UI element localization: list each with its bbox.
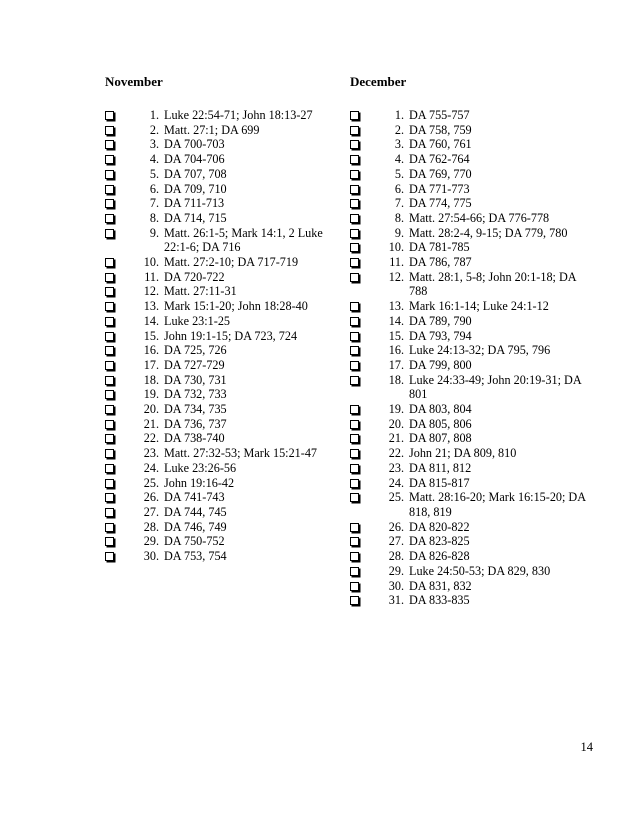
reading-item [105,182,345,197]
item-number: 15. [143,328,159,343]
checkbox[interactable] [350,302,359,311]
reading-item [350,549,590,564]
checkbox[interactable] [350,170,359,179]
reading-item [350,534,590,549]
reading-item [105,431,345,446]
item-number: 8. [149,210,159,225]
reading-text: Luke 23:26-56 [164,460,237,475]
checkbox[interactable] [105,332,114,341]
reading-text: DA 805, 806 [409,416,472,431]
checkbox[interactable] [350,317,359,326]
item-number: 16. [388,343,404,358]
reading-text: DA 833-835 [409,593,470,608]
reading-text: Matt. 28:16-20; Mark 16:15-20; DA 818, 819 [409,490,586,519]
item-number: 22. [143,431,159,446]
item-number: 1. [149,108,159,122]
item-number: 18. [388,372,404,387]
checkbox[interactable] [105,185,114,194]
reading-text: DA 762-764 [409,152,470,167]
reading-item [350,431,590,446]
reading-text: DA 769, 770 [409,166,472,181]
checkbox[interactable] [105,523,114,532]
reading-item [350,270,590,299]
reading-text: Matt. 27:1; DA 699 [164,122,260,137]
item-number: 26. [388,519,404,534]
reading-text: DA 826-828 [409,549,470,564]
reading-item [350,417,590,432]
december-column [350,74,590,608]
reading-text: DA 709, 710 [164,181,227,196]
item-number: 30. [388,578,404,593]
reading-item [350,520,590,535]
reading-item [105,270,345,285]
checkbox[interactable] [350,537,359,546]
checkbox[interactable] [105,287,114,296]
checkbox[interactable] [350,449,359,458]
checkbox[interactable] [105,376,114,385]
reading-item [350,240,590,255]
checkbox[interactable] [105,361,114,370]
reading-text: DA 803, 804 [409,402,472,417]
reading-text: DA 771-773 [409,181,470,196]
checkbox[interactable] [350,596,359,605]
checkbox[interactable] [350,243,359,252]
checkbox[interactable] [350,229,359,238]
reading-text: Luke 24:33-49; John 20:19-31; DA 801 [409,372,581,402]
reading-text: DA 744, 745 [164,504,227,519]
item-number: 3. [149,137,159,152]
item-number: 20. [388,416,404,431]
item-number: 22. [388,446,404,461]
checkbox[interactable] [350,523,359,532]
reading-text: DA 720-722 [164,269,225,284]
checkbox[interactable] [350,361,359,370]
reading-item [350,299,590,314]
reading-item [105,196,345,211]
item-number: 1. [394,108,404,122]
reading-text: Luke 24:13-32; DA 795, 796 [409,343,551,358]
checkbox[interactable] [105,126,114,135]
reading-text: DA 760, 761 [409,137,472,152]
reading-text: DA 815-817 [409,475,470,490]
reading-item [350,373,590,402]
item-number: 25. [143,475,159,490]
reading-item [105,152,345,167]
item-number: 5. [394,166,404,181]
item-number: 12. [388,269,404,284]
checkbox[interactable] [105,405,114,414]
checkbox[interactable] [105,214,114,223]
reading-item [105,255,345,270]
item-number: 25. [388,490,404,505]
page-number: 14 [580,740,593,754]
reading-item [105,476,345,491]
item-number: 19. [388,402,404,417]
checkbox[interactable] [350,126,359,135]
reading-item [350,343,590,358]
reading-item [350,255,590,270]
reading-item [350,211,590,226]
item-number: 29. [143,534,159,549]
item-number: 5. [149,166,159,181]
item-number: 10. [143,255,159,270]
reading-item [105,417,345,432]
reading-text: DA 793, 794 [409,328,472,343]
checkbox[interactable] [105,552,114,561]
item-number: 20. [143,402,159,417]
reading-item [350,152,590,167]
item-number: 13. [143,299,159,314]
reading-text: DA 738-740 [164,431,225,446]
checkbox[interactable] [105,229,114,238]
reading-item [350,490,590,519]
reading-item [105,373,345,388]
reading-text: DA 746, 749 [164,519,227,534]
reading-item [105,402,345,417]
reading-item [105,108,345,123]
reading-item [105,520,345,535]
item-number: 31. [388,593,404,608]
reading-item [350,137,590,152]
reading-text: DA 730, 731 [164,372,227,387]
checkbox[interactable] [350,464,359,473]
reading-text: DA 734, 735 [164,402,227,417]
reading-item [105,461,345,476]
item-number: 14. [388,313,404,328]
reading-item [105,358,345,373]
checkbox[interactable] [105,111,114,120]
reading-text: DA 774, 775 [409,196,472,211]
item-number: 7. [394,196,404,211]
item-number: 11. [144,269,159,284]
item-number: 8. [394,210,404,225]
checkbox[interactable] [350,479,359,488]
reading-item [350,123,590,138]
reading-item [350,593,590,608]
item-number: 6. [149,181,159,196]
checkbox[interactable] [105,537,114,546]
checkbox[interactable] [350,140,359,149]
checkbox[interactable] [350,155,359,164]
reading-text: DA 755-757 [409,108,470,122]
checkbox[interactable] [105,434,114,443]
reading-item [350,167,590,182]
reading-text: John 21; DA 809, 810 [409,446,517,461]
reading-text: DA 714, 715 [164,210,227,225]
reading-text: DA 820-822 [409,519,470,534]
reading-item [350,476,590,491]
item-number: 4. [149,152,159,167]
november-title: November [105,74,163,89]
checkbox[interactable] [105,420,114,429]
reading-text: Luke 22:54-71; John 18:13-27 [164,108,313,122]
item-number: 24. [143,460,159,475]
reading-item [350,461,590,476]
reading-item [105,505,345,520]
reading-text: Luke 23:1-25 [164,313,231,328]
reading-item [105,226,345,255]
checkbox[interactable] [350,567,359,576]
checkbox[interactable] [350,332,359,341]
item-number: 27. [143,504,159,519]
reading-text: DA 711-713 [164,196,225,211]
item-number: 7. [149,196,159,211]
item-number: 17. [388,357,404,372]
reading-text: DA 811, 812 [409,460,472,475]
item-number: 12. [143,284,159,299]
checkbox[interactable] [350,346,359,355]
item-number: 23. [143,446,159,461]
item-number: 27. [388,534,404,549]
reading-item [350,358,590,373]
checkbox[interactable] [350,552,359,561]
reading-text: DA 732, 733 [164,387,227,402]
reading-text: DA 786, 787 [409,255,472,270]
reading-item [350,108,590,123]
reading-item [105,284,345,299]
reading-text: DA 807, 808 [409,431,472,446]
reading-text: Mark 16:1-14; Luke 24:1-12 [409,299,549,314]
checkbox[interactable] [350,111,359,120]
checkbox[interactable] [105,390,114,399]
item-number: 17. [143,357,159,372]
checkbox[interactable] [105,449,114,458]
checkbox[interactable] [105,258,114,267]
december-reading-list [350,108,590,608]
reading-text: DA 736, 737 [164,416,227,431]
item-number: 21. [388,431,404,446]
item-number: 2. [149,122,159,137]
reading-item [350,182,590,197]
reading-text: Luke 24:50-53; DA 829, 830 [409,563,551,578]
november-column [105,74,345,564]
item-number: 18. [143,372,159,387]
reading-text: DA 789, 790 [409,313,472,328]
item-number: 11. [389,255,404,270]
reading-item [105,137,345,152]
reading-item [350,564,590,579]
reading-item [105,211,345,226]
reading-text: DA 704-706 [164,152,225,167]
reading-text: DA 725, 726 [164,343,227,358]
reading-text: DA 753, 754 [164,549,227,564]
checkbox[interactable] [105,155,114,164]
reading-item [350,329,590,344]
reading-item [105,549,345,564]
reading-text: Matt. 27:11-31 [164,284,237,299]
reading-text: Mark 15:1-20; John 18:28-40 [164,299,308,314]
reading-text: DA 758, 759 [409,122,472,137]
checkbox[interactable] [350,185,359,194]
item-number: 3. [394,137,404,152]
checkbox[interactable] [105,493,114,502]
reading-text: Matt. 27:54-66; DA 776-778 [409,210,550,225]
checkbox[interactable] [105,302,114,311]
reading-item [105,123,345,138]
reading-item [105,534,345,549]
reading-item [350,226,590,241]
checkbox[interactable] [350,493,359,502]
checkbox[interactable] [350,434,359,443]
reading-text: John 19:1-15; DA 723, 724 [164,328,298,343]
reading-item [105,314,345,329]
item-number: 24. [388,475,404,490]
checkbox[interactable] [350,420,359,429]
reading-item [105,343,345,358]
reading-text: DA 727-729 [164,357,225,372]
item-number: 28. [143,519,159,534]
reading-text: John 19:16-42 [164,475,235,490]
checkbox[interactable] [350,273,359,282]
checkbox[interactable] [350,582,359,591]
item-number: 9. [394,225,404,240]
checkbox[interactable] [105,508,114,517]
reading-item [105,446,345,461]
reading-item [350,402,590,417]
reading-text: DA 700-703 [164,137,225,152]
checkbox[interactable] [105,273,114,282]
checkbox[interactable] [350,376,359,385]
reading-item [105,329,345,344]
reading-item [105,490,345,505]
reading-text: Matt. 27:2-10; DA 717-719 [164,255,299,270]
item-number: 16. [143,343,159,358]
item-number: 30. [143,549,159,564]
reading-text: DA 799, 800 [409,357,472,372]
item-number: 4. [394,152,404,167]
reading-item [105,299,345,314]
item-number: 13. [388,299,404,314]
checkbox[interactable] [105,464,114,473]
reading-text: Matt. 27:32-53; Mark 15:21-47 [164,446,318,461]
item-number: 26. [143,490,159,505]
checkbox[interactable] [350,258,359,267]
reading-text: DA 831, 832 [409,578,472,593]
reading-text: Matt. 28:2-4, 9-15; DA 779, 780 [409,225,568,240]
reading-text: Matt. 28:1, 5-8; John 20:1-18; DA 788 [409,269,576,299]
reading-text: DA 823-825 [409,534,470,549]
checkbox[interactable] [105,170,114,179]
item-number: 23. [388,460,404,475]
checkbox[interactable] [350,199,359,208]
checkbox[interactable] [105,140,114,149]
reading-text: DA 741-743 [164,490,225,505]
checkbox[interactable] [105,479,114,488]
reading-item [350,446,590,461]
reading-text: DA 781-785 [409,240,470,255]
reading-item [105,167,345,182]
item-number: 2. [394,122,404,137]
reading-text: DA 707, 708 [164,166,227,181]
checkbox[interactable] [105,346,114,355]
reading-item [350,579,590,594]
november-reading-list [105,108,345,564]
reading-text: Matt. 26:1-5; Mark 14:1, 2 Luke 22:1-6; DA 716 [164,225,323,255]
reading-text: DA 750-752 [164,534,225,549]
item-number: 21. [143,416,159,431]
item-number: 15. [388,328,404,343]
item-number: 10. [388,240,404,255]
checkbox[interactable] [350,214,359,223]
reading-item [105,387,345,402]
reading-item [350,196,590,211]
item-number: 6. [394,181,404,196]
item-number: 9. [149,225,159,240]
december-title: December [350,74,407,89]
checkbox[interactable] [105,317,114,326]
item-number: 28. [388,549,404,564]
checkbox[interactable] [350,405,359,414]
reading-item [350,314,590,329]
item-number: 29. [388,563,404,578]
item-number: 19. [143,387,159,402]
item-number: 14. [143,313,159,328]
checkbox[interactable] [105,199,114,208]
